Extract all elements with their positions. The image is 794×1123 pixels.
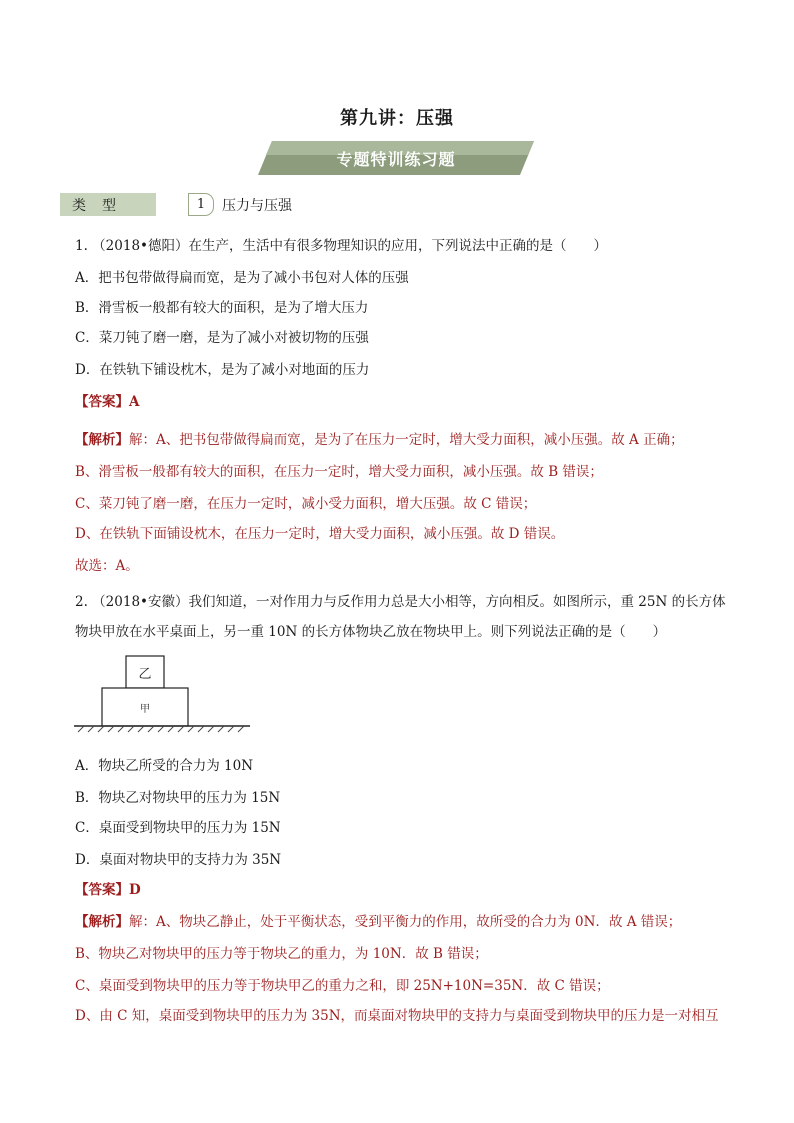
type-name: 压力与压强 bbox=[222, 198, 292, 214]
q1-conclusion: 故选：A。 bbox=[75, 558, 139, 574]
block-bottom-label: 甲 bbox=[140, 704, 150, 715]
type-number: 1 bbox=[188, 193, 214, 216]
page-title: 第九讲：压强 bbox=[340, 108, 454, 129]
q1-answer-value: A bbox=[129, 394, 140, 410]
q2-analysis-text-1: 解：A、物块乙静止，处于平衡状态，受到平衡力的作用，故所受的合力为 0N．故 A 错误； bbox=[129, 914, 682, 930]
q1-option-d: D．在铁轨下铺设枕木，是为了减小对地面的压力 bbox=[75, 362, 370, 378]
q2-analysis-line-2: B、物块乙对物块甲的压力等于物块乙的重力，为 10N．故 B 错误； bbox=[75, 946, 488, 962]
q2-option-d: D．桌面对物块甲的支持力为 35N bbox=[75, 852, 282, 868]
q1-analysis-line-3: C、菜刀钝了磨一磨，在压力一定时，减小受力面积，增大压强。故 C 错误； bbox=[75, 496, 537, 512]
q2-analysis-tag: 【解析】 bbox=[75, 914, 129, 930]
type-label: 类型 bbox=[72, 198, 132, 214]
q2-option-a: A．物块乙所受的合力为 10N bbox=[75, 758, 254, 774]
block-top-label: 乙 bbox=[138, 667, 152, 682]
q1-analysis-line-2: B、滑雪板一般都有较大的面积，在压力一定时，增大受力面积，减小压强。故 B 错误； bbox=[75, 464, 603, 480]
q1-option-a: A．把书包带做得扁而宽，是为了减小书包对人体的压强 bbox=[75, 270, 409, 286]
q1-stem: 1. （2018•德阳）在生产，生活中有很多物理知识的应用，下列说法中正确的是（ ） bbox=[75, 238, 607, 254]
q2-option-b: B．物块乙对物块甲的压力为 15N bbox=[75, 790, 281, 806]
q1-analysis-line-4: D、在铁轨下面铺设枕木，在压力一定时，增大受力面积，减小压强。故 D 错误。 bbox=[75, 526, 565, 542]
q2-option-c: C．桌面受到物块甲的压力为 15N bbox=[75, 820, 281, 836]
q1-option-b: B．滑雪板一般都有较大的面积，是为了增大压力 bbox=[75, 300, 369, 316]
q2-stem-line-2: 物块甲放在水平桌面上，另一重 10N 的长方体物块乙放在物块甲上。则下列说法正确的是（ ） bbox=[75, 624, 667, 640]
q2-stem-line-1: 2. （2018•安徽）我们知道，一对作用力与反作用力总是大小相等，方向相反。如图所示，重 25N 的长方体 bbox=[75, 594, 726, 610]
q1-answer-tag: 【答案】 bbox=[75, 394, 129, 410]
q2-answer-value: D bbox=[129, 882, 141, 898]
q1-analysis-tag: 【解析】 bbox=[75, 432, 129, 448]
q2-analysis-line-4: D、由 C 知，桌面受到物块甲的压力为 35N，而桌面对物块甲的支持力与桌面受到物块甲的压力是一对相互 bbox=[75, 1008, 719, 1024]
q2-answer bbox=[75, 880, 141, 900]
q1-answer bbox=[75, 392, 139, 412]
q1-analysis-line-1 bbox=[75, 430, 684, 450]
banner-title: 专题特训练习题 bbox=[336, 150, 456, 169]
q1-option-c: C．菜刀钝了磨一磨，是为了减小对被切物的压强 bbox=[75, 330, 369, 346]
type-label-box bbox=[60, 193, 156, 216]
blocks-diagram bbox=[74, 652, 250, 742]
q2-analysis-line-1 bbox=[75, 912, 681, 932]
q2-analysis-line-3: C、桌面受到物块甲的压力等于物块甲乙的重力之和，即 25N+10N=35N．故 C 错误； bbox=[75, 978, 610, 994]
q1-analysis-text-1: 解：A、把书包带做得扁而宽，是为了在压力一定时，增大受力面积，减小压强。故 A 正确； bbox=[129, 432, 684, 448]
q2-answer-tag: 【答案】 bbox=[75, 882, 129, 898]
